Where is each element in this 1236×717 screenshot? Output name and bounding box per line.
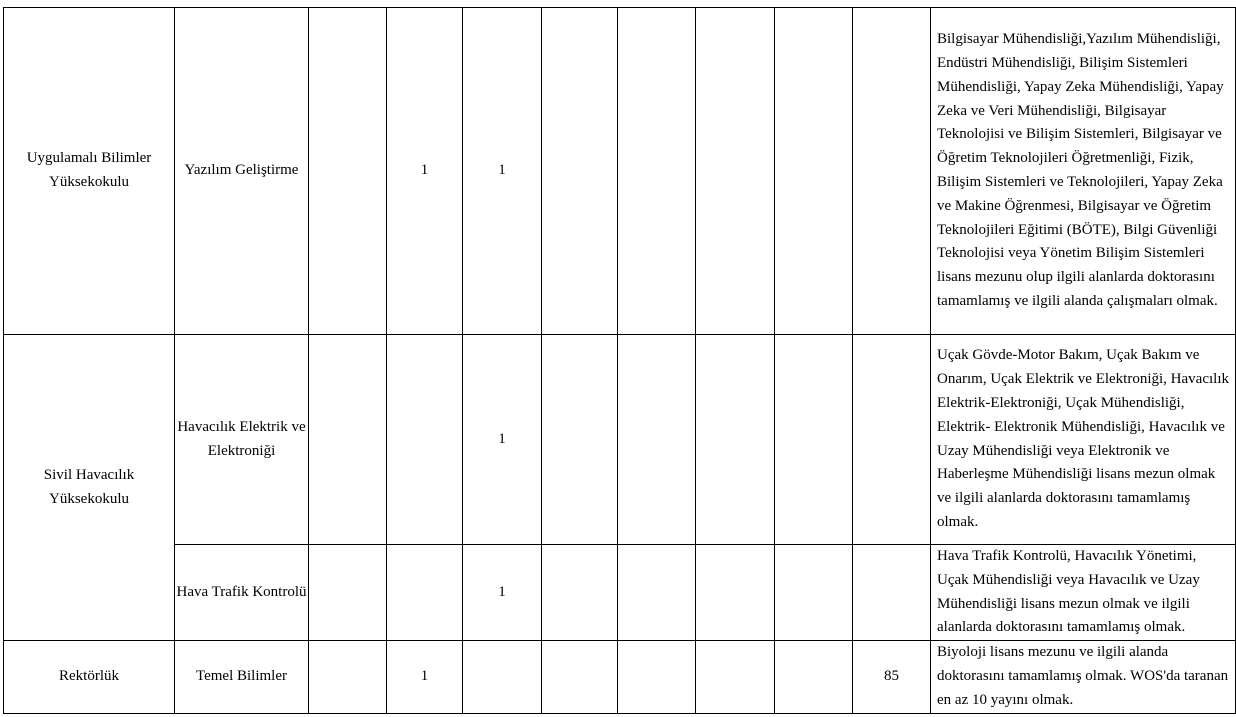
count-cell — [309, 335, 387, 545]
unit-cell: Rektörlük — [4, 641, 175, 713]
count-cell — [309, 641, 387, 713]
requirements-cell: Bilgisayar Mühendisliği,Yazılım Mühendisliği, Endüstri Mühendisliği, Bilişim Sistemleri Mühendisliği, Yapay Zeka Mühendisliği, Yapay Zeka ve Veri Mühendisliği, Bilgisayar Teknolojisi ve Bilişim Sistemleri, Bilgisayar ve Öğretim Teknolojileri Öğretmenliği, Fizik, Bilişim Sistemleri ve Teknolojileri, Yapay Zeka ve Makine Öğrenmesi, Bilgisayar ve Öğretim Teknolojileri Eğitimi (BÖTE), Bilgi Güvenliği Teknolojisi veya Yönetim Bilişim Sistemleri lisans mezunu olup ilgili alanlarda doktorasını tamamlamış ve ilgili alanda çalışmaları olmak. — [931, 8, 1236, 335]
table-row — [4, 545, 1236, 641]
department-cell: Yazılım Geliştirme — [175, 8, 309, 335]
count-cell: 1 — [463, 335, 542, 545]
table-row — [4, 335, 1236, 545]
count-cell — [618, 8, 696, 335]
count-cell — [387, 545, 463, 641]
count-cell — [542, 335, 618, 545]
count-cell — [309, 545, 387, 641]
unit-cell: Sivil Havacılık Yüksekokulu — [4, 335, 175, 641]
count-cell: 1 — [387, 641, 463, 713]
count-cell — [775, 8, 853, 335]
score-cell — [853, 8, 931, 335]
count-cell — [387, 335, 463, 545]
department-cell: Temel Bilimler — [175, 641, 309, 713]
count-cell — [696, 545, 775, 641]
count-cell — [542, 641, 618, 713]
faculty-positions-table — [3, 7, 1236, 714]
count-cell — [618, 545, 696, 641]
requirements-cell: Uçak Gövde-Motor Bakım, Uçak Bakım ve Onarım, Uçak Elektrik ve Elektroniği, Havacılık Elektrik-Elektroniği, Uçak Mühendisliği, Elektrik- Elektronik Mühendisliği, Havacılık ve Uzay Mühendisliği veya Elektronik ve Haberleşme Mühendisliği lisans mezun olmak ve ilgili alanlarda doktorasını tamamlamış olmak. — [931, 335, 1236, 545]
score-cell — [853, 545, 931, 641]
score-cell — [853, 335, 931, 545]
count-cell: 1 — [463, 8, 542, 335]
count-cell — [463, 641, 542, 713]
score-cell: 85 — [853, 641, 931, 713]
count-cell — [775, 335, 853, 545]
count-cell: 1 — [387, 8, 463, 335]
count-cell — [696, 641, 775, 713]
requirements-cell: Biyoloji lisans mezunu ve ilgili alanda doktorasını tamamlamış olmak. WOS'da taranan en az 10 yayını olmak. — [931, 641, 1236, 713]
requirements-cell: Hava Trafik Kontrolü, Havacılık Yönetimi, Uçak Mühendisliği veya Havacılık ve Uzay Mühendisliği lisans mezun olmak ve ilgili alanlarda doktorasını tamamlamış olmak. — [931, 545, 1236, 641]
count-cell: 1 — [463, 545, 542, 641]
department-cell: Hava Trafik Kontrolü — [175, 545, 309, 641]
count-cell — [775, 545, 853, 641]
table-row — [4, 8, 1236, 335]
count-cell — [775, 641, 853, 713]
count-cell — [542, 545, 618, 641]
count-cell — [618, 641, 696, 713]
unit-cell: Uygulamalı Bilimler Yüksekokulu — [4, 8, 175, 335]
count-cell — [696, 8, 775, 335]
count-cell — [618, 335, 696, 545]
count-cell — [309, 8, 387, 335]
count-cell — [542, 8, 618, 335]
department-cell: Havacılık Elektrik ve Elektroniği — [175, 335, 309, 545]
count-cell — [696, 335, 775, 545]
table-row — [4, 641, 1236, 713]
